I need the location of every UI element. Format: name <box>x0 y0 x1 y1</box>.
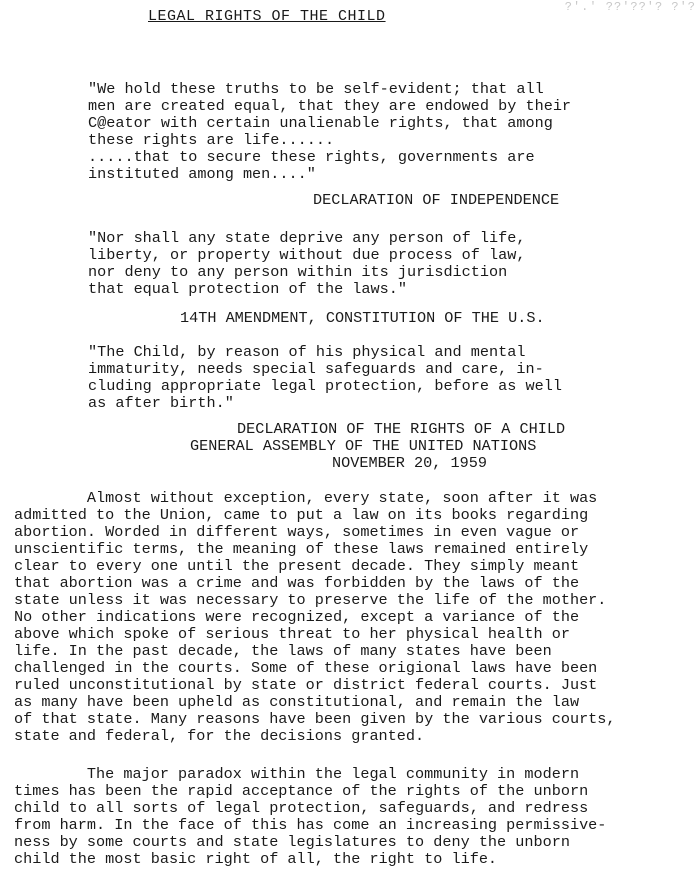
body-line: child to all sorts of legal protection, safeguards, and redress <box>14 799 589 817</box>
body-line: No other indications were recognized, except a variance of the <box>14 608 580 626</box>
body-line: child the most basic right of all, the right to life. <box>14 850 498 868</box>
body-line: life. In the past decade, the laws of many states have been <box>14 642 552 660</box>
quote-line: these rights are life...... <box>88 131 335 149</box>
quote-attribution: 14TH AMENDMENT, CONSTITUTION OF THE U.S. <box>180 309 545 327</box>
body-line: state and federal, for the decisions granted. <box>14 727 425 745</box>
bleed-through-text: ?'.' ??'??'? ?'? <box>564 0 696 14</box>
body-line: of that state. Many reasons have been given by the various courts, <box>14 710 616 728</box>
quote-line: as after birth." <box>88 394 234 412</box>
body-line: unscientific terms, the meaning of these laws remained entirely <box>14 540 589 558</box>
quote-line: instituted among men...." <box>88 165 316 183</box>
body-line: abortion. Worded in different ways, sometimes in even vague or <box>14 523 580 541</box>
body-line: admitted to the Union, came to put a law on its books regarding <box>14 506 589 524</box>
quote-line: men are created equal, that they are endowed by their <box>88 97 572 115</box>
body-line: clear to every one until the present decade. They simply meant <box>14 557 580 575</box>
quote-line: "We hold these truths to be self-evident; that all <box>88 80 544 98</box>
body-line: times has been the rapid acceptance of the rights of the unborn <box>14 782 589 800</box>
body-line: from harm. In the face of this has come an increasing permissive- <box>14 816 607 834</box>
quote-attribution: DECLARATION OF THE RIGHTS OF A CHILD <box>237 420 566 438</box>
quote-line: immaturity, needs special safeguards and care, in- <box>88 360 544 378</box>
body-line: ruled unconstitutional by state or district federal courts. Just <box>14 676 598 694</box>
quote-line: that equal protection of the laws." <box>88 280 407 298</box>
body-line: above which spoke of serious threat to her physical health or <box>14 625 570 643</box>
body-line: challenged in the courts. Some of these origional laws have been <box>14 659 598 677</box>
quote-line: C@eator with certain unalienable rights, that among <box>88 114 553 132</box>
quote-line: "The Child, by reason of his physical and mental <box>88 343 526 361</box>
body-line: The major paradox within the legal community in modern <box>14 765 580 783</box>
page-title: LEGAL RIGHTS OF THE CHILD <box>148 8 386 25</box>
quote-attribution: GENERAL ASSEMBLY OF THE UNITED NATIONS <box>190 437 537 455</box>
body-line: ness by some courts and state legislatures to deny the unborn <box>14 833 570 851</box>
body-line: as many have been upheld as constitutional, and remain the law <box>14 693 580 711</box>
body-line: Almost without exception, every state, soon after it was <box>14 489 598 507</box>
quote-line: .....that to secure these rights, governments are <box>88 148 535 166</box>
quote-line: nor deny to any person within its jurisdiction <box>88 263 508 281</box>
body-line: state unless it was necessary to preserve the life of the mother. <box>14 591 607 609</box>
quote-attribution: DECLARATION OF INDEPENDENCE <box>313 191 560 209</box>
body-line: that abortion was a crime and was forbidden by the laws of the <box>14 574 580 592</box>
quote-line: cluding appropriate legal protection, before as well <box>88 377 562 395</box>
quote-line: liberty, or property without due process of law, <box>88 246 526 264</box>
quote-line: "Nor shall any state deprive any person of life, <box>88 229 526 247</box>
quote-attribution: NOVEMBER 20, 1959 <box>332 454 487 472</box>
